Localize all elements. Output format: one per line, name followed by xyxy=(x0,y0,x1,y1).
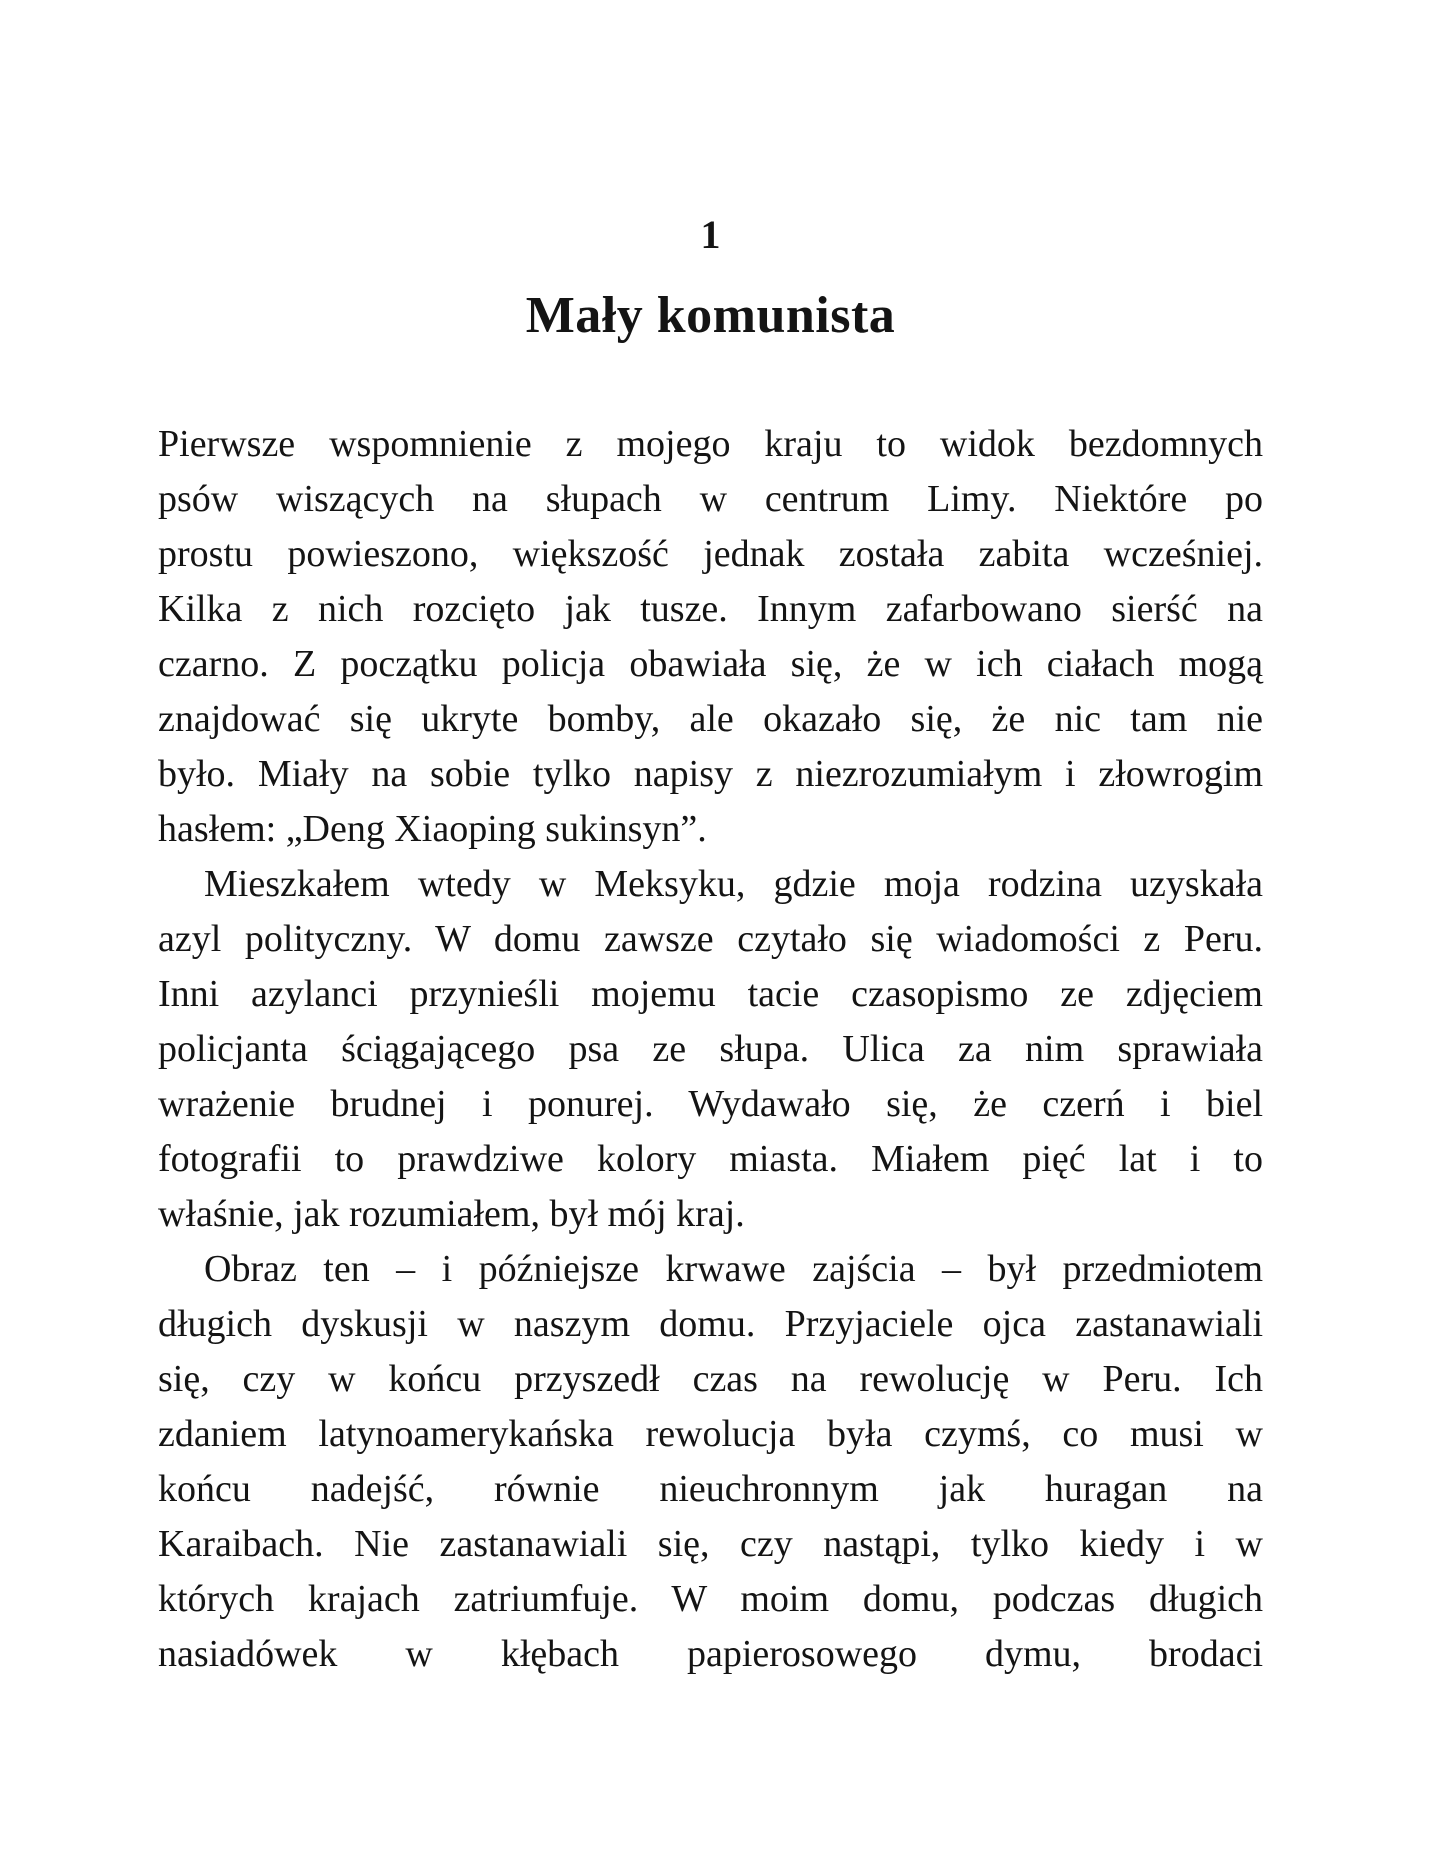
paragraph xyxy=(158,417,1263,857)
text-line: prostu powieszono, większość jednak została zabita wcześniej. xyxy=(158,533,1263,575)
text-line: Mieszkałem wtedy w Meksyku, gdzie moja rodzina uzyskała xyxy=(204,863,1263,905)
chapter-number: 1 xyxy=(700,212,721,257)
text-line: psów wiszących na słupach w centrum Limy. Niektóre po xyxy=(158,478,1263,520)
text-line: długich dyskusji w naszym domu. Przyjaciele ojca zastanawiali xyxy=(158,1303,1263,1345)
text-line: wrażenie brudnej i ponurej. Wydawało się, że czerń i biel xyxy=(158,1083,1263,1125)
text-line: końcu nadejść, równie nieuchronnym jak huragan na xyxy=(158,1468,1263,1510)
text-line: nasiadówek w kłębach papierosowego dymu, brodaci xyxy=(158,1633,1263,1675)
text-line: policjanta ściągającego psa ze słupa. Ulica za nim sprawiała xyxy=(158,1028,1263,1070)
text-line: Obraz ten – i późniejsze krwawe zajścia – był przedmiotem xyxy=(204,1248,1263,1290)
text-line: hasłem: „Deng Xiaoping sukinsyn”. xyxy=(158,808,707,850)
chapter-title: Mały komunista xyxy=(525,287,896,344)
body-text xyxy=(158,417,1263,1682)
text-line: czarno. Z początku policja obawiała się, że w ich ciałach mogą xyxy=(158,643,1263,685)
text-line: Kilka z nich rozcięto jak tusze. Innym zafarbowano sierść na xyxy=(158,588,1263,630)
text-line: fotografii to prawdziwe kolory miasta. Miałem pięć lat i to xyxy=(158,1138,1263,1180)
text-line: było. Miały na sobie tylko napisy z niezrozumiałym i złowrogim xyxy=(158,753,1263,795)
text-line: których krajach zatriumfuje. W moim domu, podczas długich xyxy=(158,1578,1263,1620)
text-line: Pierwsze wspomnienie z mojego kraju to widok bezdomnych xyxy=(158,423,1263,465)
text-line: azyl polityczny. W domu zawsze czytało się wiadomości z Peru. xyxy=(158,918,1263,960)
text-line: znajdować się ukryte bomby, ale okazało się, że nic tam nie xyxy=(158,698,1263,740)
text-line: właśnie, jak rozumiałem, był mój kraj. xyxy=(158,1193,745,1235)
paragraph xyxy=(158,857,1263,1242)
text-line: Inni azylanci przynieśli mojemu tacie czasopismo ze zdjęciem xyxy=(158,973,1263,1015)
text-line: Karaibach. Nie zastanawiali się, czy nastąpi, tylko kiedy i w xyxy=(158,1523,1263,1565)
text-line: zdaniem latynoamerykańska rewolucja była czymś, co musi w xyxy=(158,1413,1263,1455)
text-line: się, czy w końcu przyszedł czas na rewolucję w Peru. Ich xyxy=(158,1358,1263,1400)
paragraph xyxy=(158,1242,1263,1682)
